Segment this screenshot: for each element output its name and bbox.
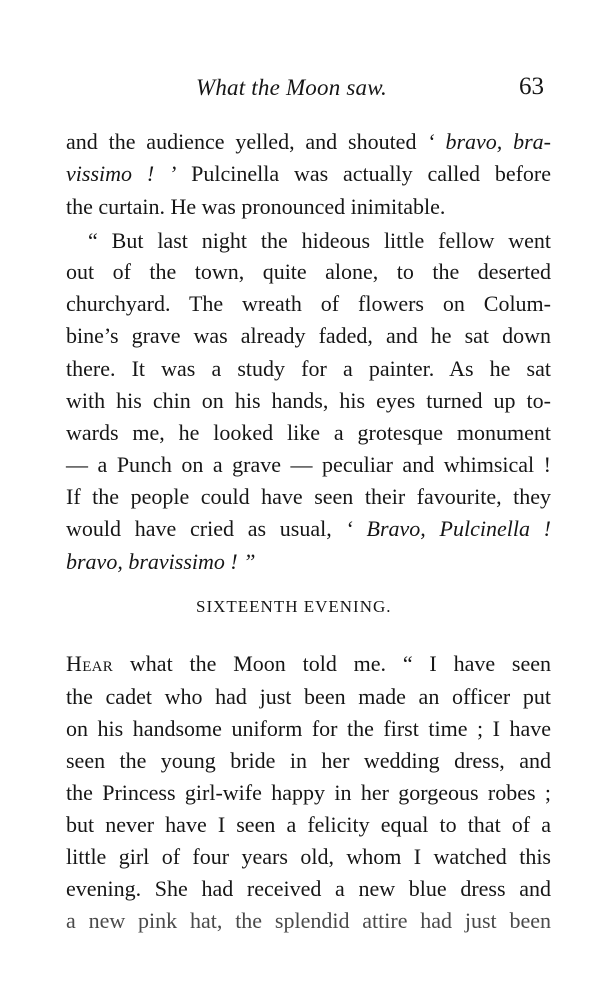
- page-number: 63: [519, 73, 544, 100]
- text-line: out of the town, quite alone, to the deserted: [66, 259, 551, 284]
- text-line: a new pink hat, the splendid attire had just been: [66, 908, 551, 933]
- text-span: would have cried as usual,: [66, 516, 332, 541]
- text-line: [66, 514, 551, 544]
- text-line: If the people could have seen their favourite, they: [66, 484, 551, 509]
- text-line: the curtain. He was pronounced inimitable.: [66, 194, 446, 219]
- text-line: the cadet who had just been made an officer put: [66, 684, 551, 709]
- text-line: evening. She had received a new blue dress and: [66, 876, 551, 901]
- italic-span: ‘ bravo, bra-: [427, 129, 552, 154]
- text-line: with his chin on his hands, his eyes turned up to-: [66, 388, 551, 413]
- text-line: [66, 159, 551, 189]
- text-line: wards me, he looked like a grotesque monument: [66, 420, 551, 445]
- text-line: — a Punch on a grave — peculiar and whimsical !: [66, 452, 551, 477]
- text-line: “ But last night the hideous little fellow went: [88, 228, 551, 253]
- running-title: What the Moon saw.: [196, 75, 387, 100]
- text-line: bine’s grave was already faded, and he sat down: [66, 323, 551, 348]
- text-span: and the audience yelled, and shouted: [66, 129, 417, 154]
- text-span: Pulcinella was actually called before: [191, 161, 552, 186]
- text-line: little girl of four years old, whom I watched this: [66, 844, 551, 869]
- text-line: the Princess girl-wife happy in her gorgeous robes ;: [66, 780, 551, 805]
- italic-span: ‘ Bravo, Pulcinella !: [345, 516, 552, 541]
- text-line: churchyard. The wreath of flowers on Colum-: [66, 291, 551, 316]
- text-line: [66, 649, 551, 679]
- text-line: there. It was a study for a painter. As he sat: [66, 356, 551, 381]
- text-line: seen the young bride in her wedding dress, and: [66, 748, 551, 773]
- text-line: but never have I seen a felicity equal to that of a: [66, 812, 551, 837]
- text-span: what the Moon told me. “ I have seen: [129, 651, 552, 676]
- text-line: [66, 127, 551, 157]
- opening-word: Hear: [66, 651, 114, 676]
- section-heading: SIXTEENTH EVENING.: [196, 597, 392, 616]
- text-line: bravo, bravissimo ! ”: [66, 549, 256, 574]
- italic-span: vissimo ! ’: [66, 161, 177, 186]
- text-line: on his handsome uniform for the first time ; I have: [66, 716, 551, 741]
